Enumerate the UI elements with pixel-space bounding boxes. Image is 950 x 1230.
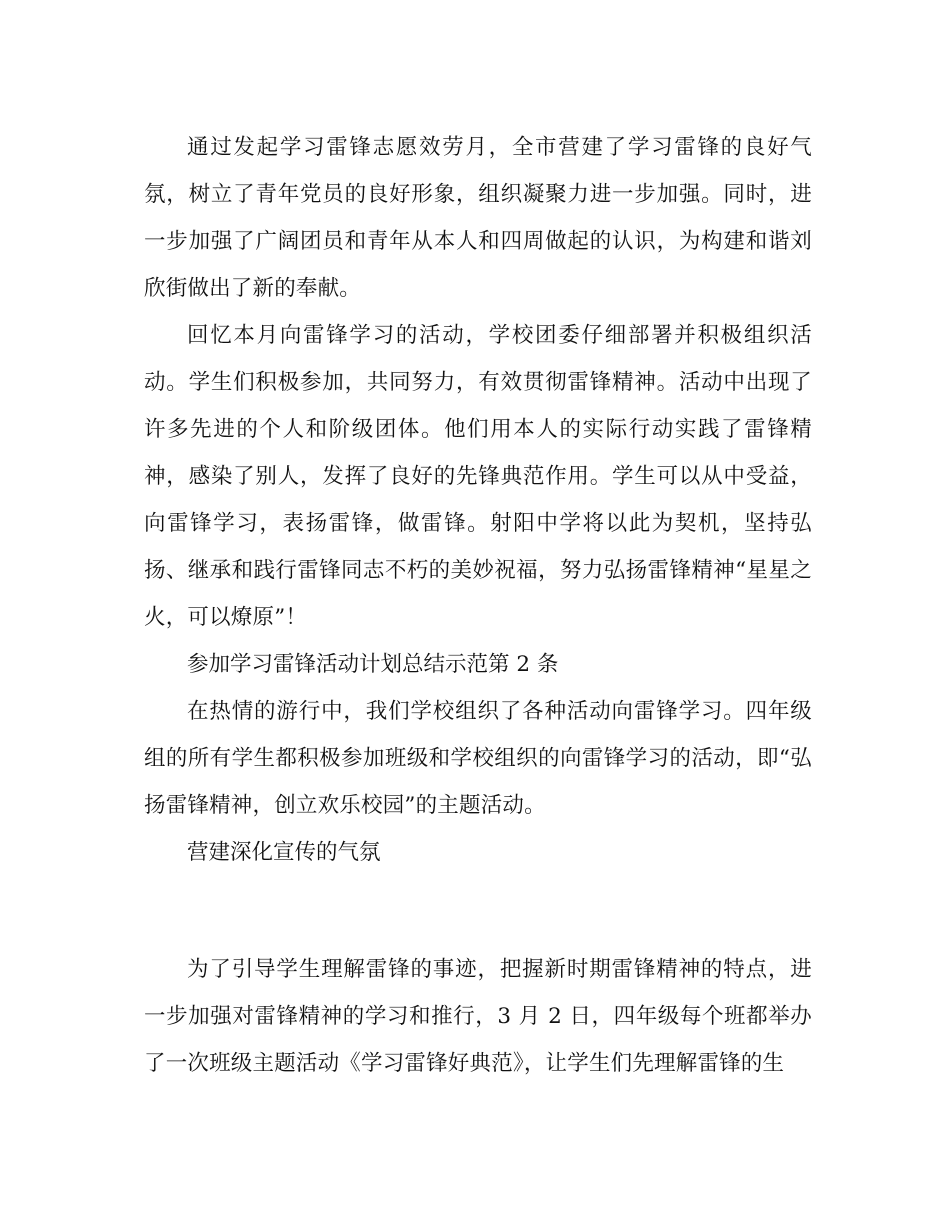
subheading-atmosphere: 营建深化宣传的气氛 <box>187 840 381 865</box>
paragraph-2: 回忆本月向雷锋学习的活动，学校团委仔细部署并积极组织活动。学生们积极参加，共同努力，有效贯彻雷锋精神。活动中出现了许多先进的个人和阶级团体。他们用本人的实际行动实践了雷锋精神，感染了别人，发挥了良好的先锋典范作用。学生可以从中受益，向雷锋学习，表扬雷锋，做雷锋。射阳中学将以此为契机，坚持弘扬、继承和践行雷锋同志不朽的美妙祝福，努力弘扬雷锋精神“星星之火，可以燎原”！ <box>144 323 812 630</box>
paragraph-4: 为了引导学生理解雷锋的事迹，把握新时期雷锋精神的特点，进一步加强对雷锋精神的学习和推行，3 月 2 日，四年级每个班都举办了一次班级主题活动《学习雷锋好典范》，让学生们先理解雷锋的生 <box>144 957 812 1076</box>
paragraph-1: 通过发起学习雷锋志愿效劳月，全市营建了学习雷锋的良好气氛，树立了青年党员的良好形象，组织凝聚力进一步加强。同时，进一步加强了广阔团员和青年从本人和四周做起的认识，为构建和谐刘欣街做出了新的奉献。 <box>144 135 812 301</box>
paragraph-3: 在热情的游行中，我们学校组织了各种活动向雷锋学习。四年级组的所有学生都积极参加班级和学校组织的向雷锋学习的活动，即“弘扬雷锋精神，创立欢乐校园”的主题活动。 <box>144 699 812 818</box>
blank-gap <box>144 876 812 946</box>
section-heading-2: 参加学习雷锋活动计划总结示范第 2 条 <box>187 652 559 677</box>
document-body <box>144 124 812 1087</box>
